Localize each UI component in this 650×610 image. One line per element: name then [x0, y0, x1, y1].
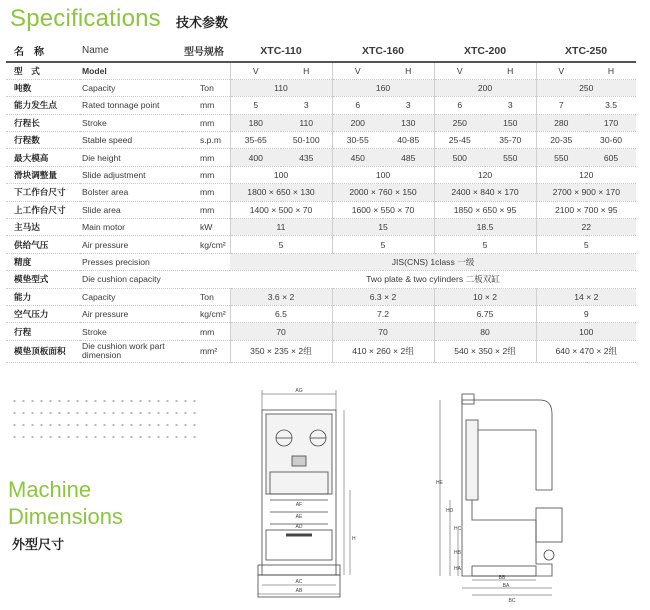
row-value: 100: [536, 323, 636, 340]
row-value: 14 × 2: [536, 288, 636, 305]
row-unit: Ton: [182, 79, 230, 96]
header-model-xtc-160: XTC-160: [332, 40, 434, 62]
row-unit: kg/cm²: [182, 305, 230, 322]
row-value: V: [332, 62, 383, 79]
row-name-zh: 模垫型式: [6, 271, 80, 288]
row-name-en: Slide area: [80, 201, 182, 218]
label-ha: HA: [454, 566, 461, 572]
header-model-xtc-110: XTC-110: [230, 40, 332, 62]
row-value: 35-70: [485, 132, 536, 149]
row-value: 6: [434, 97, 485, 114]
row-name-en: Die cushion capacity: [80, 271, 182, 288]
row-name-en: Stroke: [80, 323, 182, 340]
row-value: 3: [485, 97, 536, 114]
row-value: 170: [586, 114, 636, 131]
row-value: 22: [536, 219, 636, 236]
row-value: 30-60: [586, 132, 636, 149]
row-value: 110: [230, 79, 332, 96]
row-value: 540 × 350 × 2组: [434, 340, 536, 362]
row-name-zh: 下工作台尺寸: [6, 184, 80, 201]
table-row: [6, 219, 636, 236]
label-hd: HD: [446, 508, 454, 514]
row-value: 5: [230, 236, 332, 253]
row-value: H: [586, 62, 636, 79]
row-value: 10 × 2: [434, 288, 536, 305]
row-value: 2400 × 840 × 170: [434, 184, 536, 201]
table-row: [6, 62, 636, 79]
table-row: [6, 288, 636, 305]
row-name-en: Capacity: [80, 288, 182, 305]
row-value: 7: [536, 97, 586, 114]
row-name-zh: 主马达: [6, 219, 80, 236]
row-value: 200: [332, 114, 383, 131]
table-row: [6, 149, 636, 166]
row-value: 250: [434, 114, 485, 131]
row-value: 100: [332, 166, 434, 183]
row-value: 450: [332, 149, 383, 166]
row-value: 605: [586, 149, 636, 166]
row-value: 15: [332, 219, 434, 236]
row-value: V: [230, 62, 281, 79]
row-unit: [182, 253, 230, 270]
header-model-xtc-250: XTC-250: [536, 40, 636, 62]
machine-dimension-drawings: [240, 380, 640, 605]
row-value: 35-65: [230, 132, 281, 149]
row-value: 110: [281, 114, 332, 131]
table-row: [6, 253, 636, 270]
row-name-en: Model: [80, 62, 182, 79]
row-name-en: Air pressure: [80, 305, 182, 322]
row-name-en: Main motor: [80, 219, 182, 236]
row-unit: s.p.m: [182, 132, 230, 149]
row-value: V: [536, 62, 586, 79]
table-row: [6, 114, 636, 131]
row-value: 5: [332, 236, 434, 253]
label-ae: AE: [295, 514, 303, 520]
label-he: HE: [436, 480, 443, 486]
row-value: 400: [230, 149, 281, 166]
row-value: 1600 × 550 × 70: [332, 201, 434, 218]
row-value: 2700 × 900 × 170: [536, 184, 636, 201]
row-unit: mm: [182, 323, 230, 340]
row-value: 180: [230, 114, 281, 131]
row-value: 2000 × 760 × 150: [332, 184, 434, 201]
row-name-en: Presses precision: [80, 253, 182, 270]
table-row: [6, 79, 636, 96]
row-value: H: [281, 62, 332, 79]
row-value: 160: [332, 79, 434, 96]
row-name-zh: 滑块调整量: [6, 166, 80, 183]
row-value: 80: [434, 323, 536, 340]
row-name-en: Air pressure: [80, 236, 182, 253]
label-ac: AC: [295, 579, 303, 585]
row-value: 11: [230, 219, 332, 236]
table-row: [6, 132, 636, 149]
label-ag: AG: [295, 388, 303, 394]
row-value: 250: [536, 79, 636, 96]
row-value: 7.2: [332, 305, 434, 322]
table-row: [6, 201, 636, 218]
row-value: 6: [332, 97, 383, 114]
row-value: 3.6 × 2: [230, 288, 332, 305]
table-header-row: [6, 40, 636, 62]
row-value: 5: [230, 97, 281, 114]
row-name-zh: 模垫顶板面积: [6, 340, 80, 362]
row-name-zh: 行程: [6, 323, 80, 340]
specifications-subtitle: 技术参数: [176, 15, 229, 30]
row-value: 2100 × 700 × 95: [536, 201, 636, 218]
row-value: 150: [485, 114, 536, 131]
row-value: 130: [383, 114, 434, 131]
row-value: 70: [332, 323, 434, 340]
label-bb: BB: [498, 575, 506, 581]
row-unit: mm: [182, 166, 230, 183]
row-value: 3: [383, 97, 434, 114]
table-row: [6, 97, 636, 114]
header-name-en: Name: [80, 40, 182, 62]
row-name-zh: 型 式: [6, 62, 80, 79]
row-name-en: Die cushion work part dimension: [80, 340, 182, 362]
decorative-dots-row: [10, 410, 200, 416]
row-unit: mm: [182, 201, 230, 218]
label-ab: AB: [295, 588, 303, 594]
row-name-en: Bolster area: [80, 184, 182, 201]
table-row: [6, 184, 636, 201]
machine-dimensions-subtitle: 外型尺寸: [12, 537, 65, 552]
row-value: 120: [434, 166, 536, 183]
row-value: 5: [536, 236, 636, 253]
row-unit: kg/cm²: [182, 236, 230, 253]
row-value: 9: [536, 305, 636, 322]
specifications-title: Specifications: [10, 5, 161, 32]
row-name-zh: 最大模高: [6, 149, 80, 166]
row-name-zh: 空气压力: [6, 305, 80, 322]
header-model-xtc-200: XTC-200: [434, 40, 536, 62]
row-name-en: Stable speed: [80, 132, 182, 149]
row-unit: [182, 271, 230, 288]
row-value: 20-35: [536, 132, 586, 149]
row-value: 500: [434, 149, 485, 166]
table-row: [6, 305, 636, 322]
row-value: 550: [485, 149, 536, 166]
row-name-zh: 能力: [6, 288, 80, 305]
dimensions-title-line1: Machine: [8, 477, 92, 502]
front-view-drawing: [258, 390, 350, 597]
table-row: [6, 271, 636, 288]
row-value: 3.5: [586, 97, 636, 114]
specifications-table: [6, 40, 636, 363]
row-value: H: [383, 62, 434, 79]
row-unit: [182, 62, 230, 79]
row-name-zh: 上工作台尺寸: [6, 201, 80, 218]
label-hb: HB: [454, 550, 461, 556]
side-view-drawing: [440, 394, 562, 595]
label-ad: AD: [295, 524, 303, 530]
row-name-en: Slide adjustment: [80, 166, 182, 183]
row-name-zh: 精度: [6, 253, 80, 270]
row-value: 1850 × 650 × 95: [434, 201, 536, 218]
label-bc: BC: [508, 598, 516, 604]
row-value: 5: [434, 236, 536, 253]
row-name-zh: 能力发生点: [6, 97, 80, 114]
row-value: 25-45: [434, 132, 485, 149]
table-row: [6, 236, 636, 253]
row-value: 640 × 470 × 2组: [536, 340, 636, 362]
row-value: JIS(CNS) 1class 一级: [230, 253, 636, 270]
row-value: 6.75: [434, 305, 536, 322]
row-value: 280: [536, 114, 586, 131]
row-unit: mm: [182, 184, 230, 201]
label-af: AF: [295, 502, 303, 508]
row-unit: Ton: [182, 288, 230, 305]
row-value: 40-85: [383, 132, 434, 149]
label-hc: HC: [454, 526, 462, 532]
row-name-zh: 行程长: [6, 114, 80, 131]
row-name-zh: 吨数: [6, 79, 80, 96]
row-name-zh: 供给气压: [6, 236, 80, 253]
table-row: [6, 340, 636, 362]
header-name-zh: 名 称: [6, 40, 80, 62]
label-h: H: [352, 536, 356, 542]
row-unit: kW: [182, 219, 230, 236]
decorative-dots-row: [10, 422, 200, 428]
label-ba: BA: [502, 583, 510, 589]
row-value: 435: [281, 149, 332, 166]
header-spec: 型号规格: [182, 40, 230, 62]
row-value: 410 × 260 × 2组: [332, 340, 434, 362]
row-unit: mm: [182, 149, 230, 166]
table-row: [6, 166, 636, 183]
table-row: [6, 323, 636, 340]
row-value: 30-55: [332, 132, 383, 149]
row-unit: mm²: [182, 340, 230, 362]
row-value: 6.5: [230, 305, 332, 322]
row-value: 485: [383, 149, 434, 166]
row-unit: mm: [182, 114, 230, 131]
row-value: 100: [230, 166, 332, 183]
row-value: 1400 × 500 × 70: [230, 201, 332, 218]
decorative-dots-row: [10, 398, 200, 404]
decorative-dots-row: [10, 434, 200, 440]
row-value: 3: [281, 97, 332, 114]
row-name-zh: 行程数: [6, 132, 80, 149]
row-value: 200: [434, 79, 536, 96]
row-value: V: [434, 62, 485, 79]
row-value: Two plate & two cylinders 二板双缸: [230, 271, 636, 288]
row-value: 350 × 235 × 2组: [230, 340, 332, 362]
row-name-en: Capacity: [80, 79, 182, 96]
row-name-en: Die height: [80, 149, 182, 166]
row-value: 6.3 × 2: [332, 288, 434, 305]
row-name-en: Rated tonnage point: [80, 97, 182, 114]
row-value: 18.5: [434, 219, 536, 236]
row-value: 70: [230, 323, 332, 340]
row-value: 1800 × 650 × 130: [230, 184, 332, 201]
machine-dimensions-title: [8, 476, 123, 530]
row-name-en: Stroke: [80, 114, 182, 131]
row-value: 120: [536, 166, 636, 183]
row-value: H: [485, 62, 536, 79]
row-value: 50-100: [281, 132, 332, 149]
dimensions-title-line2: Dimensions: [8, 504, 123, 529]
row-unit: mm: [182, 97, 230, 114]
row-value: 550: [536, 149, 586, 166]
